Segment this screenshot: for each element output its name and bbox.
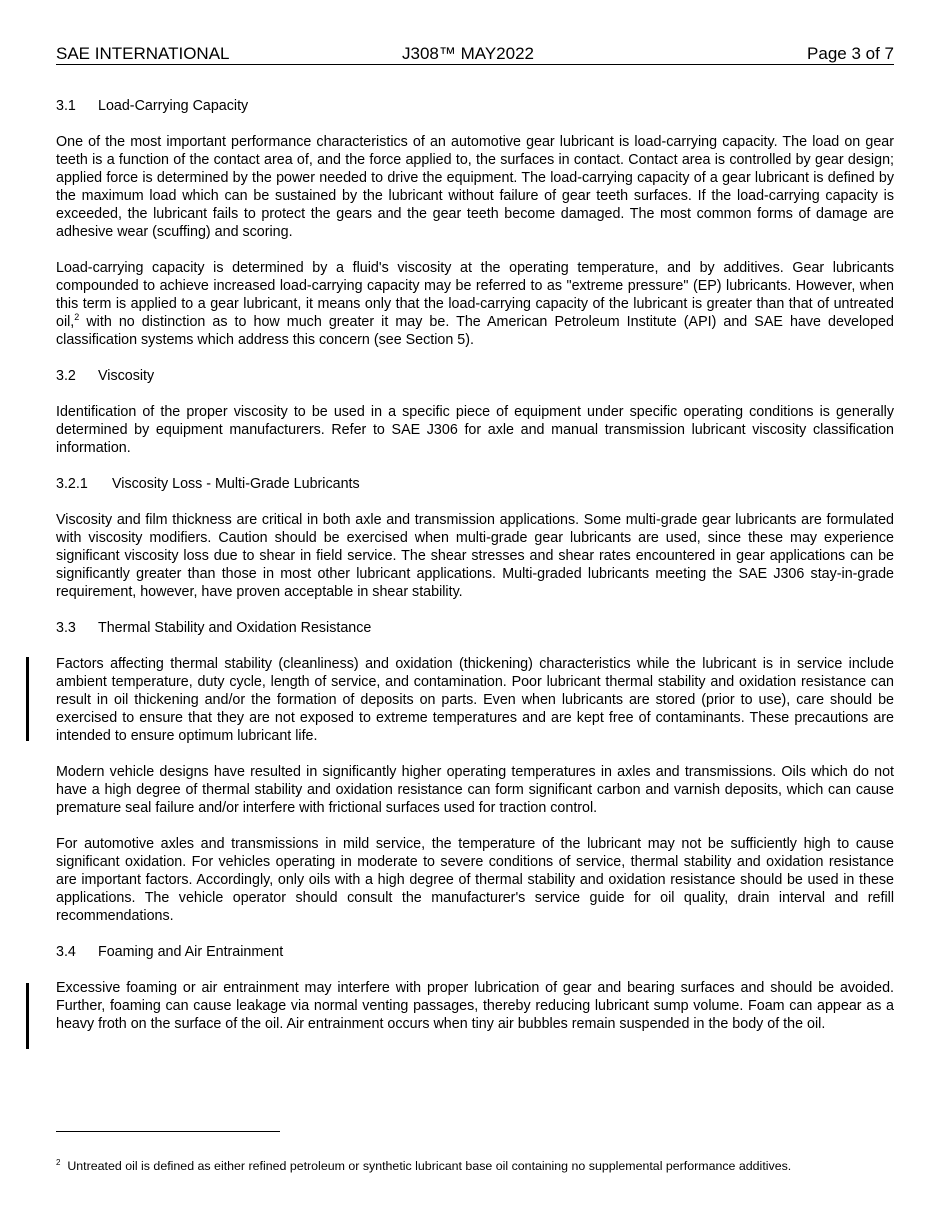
header-page-number: Page 3 of 7 (807, 44, 894, 63)
change-bar (26, 983, 29, 1049)
paragraph: Modern vehicle designs have resulted in significantly higher operating temperatures in axles and transmissions. Oils which do not have a high degree of thermal stability and oxidation resistance can form significant carbon and varnish deposits, which can cause premature seal failure and/or interfere with frictional surfaces used for traction control. (56, 764, 894, 816)
header-org: SAE INTERNATIONAL (56, 44, 230, 63)
section-title: Foaming and Air Entrainment (98, 944, 284, 960)
section-title: Viscosity Loss - Multi-Grade Lubricants (112, 476, 360, 492)
header-doc-id: J308™ MAY2022 (402, 44, 534, 63)
section-title: Load-Carrying Capacity (98, 98, 249, 114)
paragraph: Load-carrying capacity is determined by a fluid's viscosity at the operating temperature, and by additives. Gear lubricants compounded to achieve increased load-carrying capacity may be referred to as "extreme pressure" (EP) lubricants. However, when this term is applied to a gear lubricant, it means only that the load-carrying capacity of the lubricant is greater than that of untreated oil,$^2$ with no distinction as to how much greater it may be. The American Petroleum Institute (API) and SAE have developed classification systems which address this concern (see Section 5). (56, 260, 894, 348)
section-heading (56, 619, 894, 637)
section-number: 3.2.1 (56, 476, 88, 492)
section-title: Viscosity (98, 368, 155, 384)
page-header (56, 44, 894, 65)
paragraph: Viscosity and film thickness are critical in both axle and transmission applications. Some multi-grade gear lubricants are formulated with viscosity modifiers. Caution should be exercised when multi-grade gear lubricants are used, since these may experience significant viscosity loss due to shear in field service. The shear stresses and shear rates encountered in gear applications can be significantly greater than those in most other lubricant applications. Multi-graded lubricants meeting the SAE J306 stay-in-grade requirement, however, have proven acceptable in shear stability. (56, 512, 894, 600)
section-number: 3.3 (56, 620, 76, 636)
paragraph: Identification of the proper viscosity to be used in a specific piece of equipment under specific operating conditions is generally determined by equipment manufacturers. Refer to SAE J306 for axle and manual transmission lubricant viscosity classification information. (56, 404, 894, 456)
footnote (56, 1158, 894, 1174)
section-heading (56, 97, 894, 115)
section-number: 3.4 (56, 944, 76, 960)
document-body (56, 97, 894, 1033)
section-heading (56, 943, 894, 961)
footnote-separator (56, 1131, 280, 1132)
paragraph: One of the most important performance characteristics of an automotive gear lubricant is load-carrying capacity. The load on gear teeth is a function of the contact area of, and the force applied to, the surfaces in contact. Contact area is controlled by gear design; applied force is determined by the power needed to drive the equipment. The load-carrying capacity of a gear lubricant is defined by the maximum load which can be sustained by the lubricant without failure of gear teeth surfaces. If the load-carrying capacity is exceeded, the lubricant fails to protect the gears and the gear teeth become damaged. The most common forms of damage are adhesive wear (scuffing) and scoring. (56, 134, 894, 240)
section-number: 3.2 (56, 368, 76, 384)
section-heading (56, 475, 894, 493)
paragraph: Excessive foaming or air entrainment may interfere with proper lubrication of gear and bearing surfaces and should be avoided. Further, foaming can cause leakage via normal venting passages, thereby reducing lubricant sump volume. Foam can appear as a heavy froth on the surface of the oil. Air entrainment occurs when tiny air bubbles remain suspended in the body of the oil. (56, 980, 894, 1032)
footnote-reference: 2 (74, 312, 80, 323)
section-heading (56, 367, 894, 385)
footnote-marker: 2 (56, 1157, 61, 1167)
footnote-text: Untreated oil is defined as either refined petroleum or synthetic lubricant base oil containing no supplemental performance additives. (67, 1159, 792, 1173)
section-title: Thermal Stability and Oxidation Resistance (98, 620, 372, 636)
paragraph: Factors affecting thermal stability (cleanliness) and oxidation (thickening) characteristics while the lubricant is in service include ambient temperature, duty cycle, length of service, and contamination. Poor lubricant thermal stability and oxidation resistance can result in oil thickening and/or the formation of deposits on parts. Even when lubricants are stored (prior to use), care should be exercised to ensure that they are not exposed to extreme temperatures and are kept free of contaminants. These precautions are intended to ensure optimum lubricant life. (56, 656, 894, 744)
change-bar (26, 657, 29, 741)
paragraph: For automotive axles and transmissions in mild service, the temperature of the lubricant may not be sufficiently high to cause significant oxidation. For vehicles operating in moderate to severe conditions of service, thermal stability and oxidation resistance are important factors. Accordingly, only oils with a high degree of thermal stability and oxidation resistance should be used in these applications. The vehicle operator should consult the manufacturer's service guide for oil quality, drain interval and refill recommendations. (56, 836, 894, 924)
section-number: 3.1 (56, 98, 76, 114)
